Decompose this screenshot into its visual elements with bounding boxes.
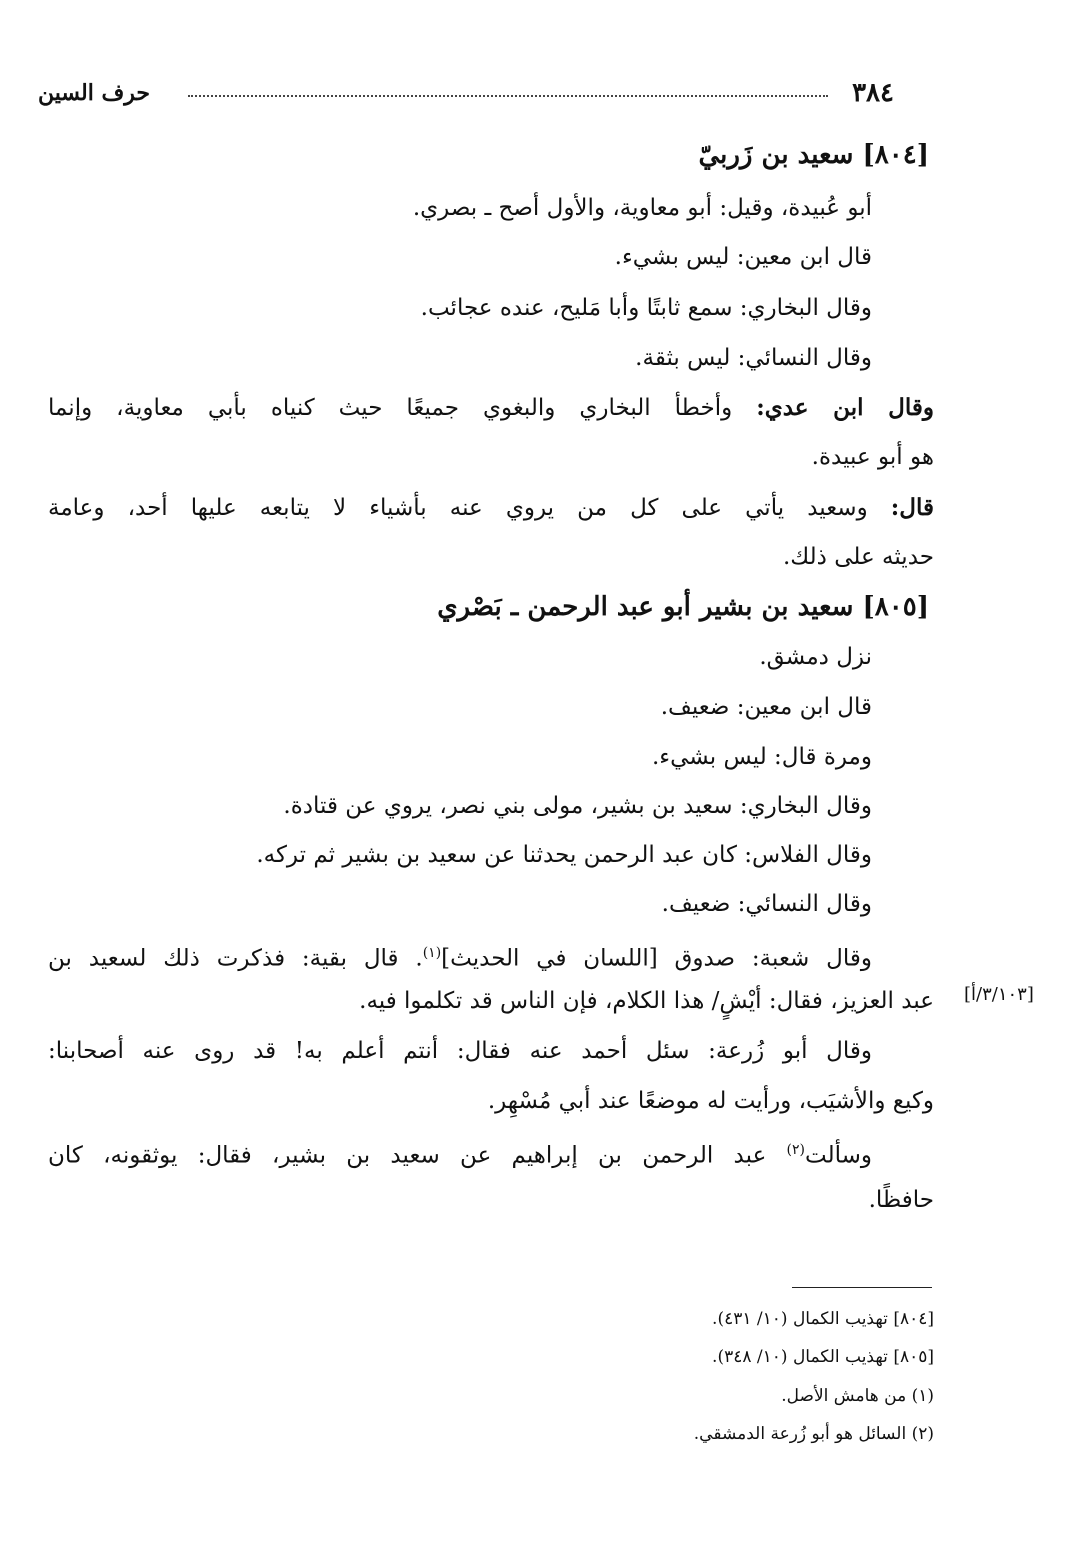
saalt-text-b: عبد الرحمن بن إبراهيم عن سعيد بن بشير، فقال: يوثقونه، كان — [48, 1142, 787, 1169]
footnote-rule — [792, 1287, 932, 1288]
entry-804-qala-cont: حديثه على ذلك. — [782, 544, 934, 570]
entry-805-saalt — [48, 1135, 872, 1171]
page-number: ٣٨٤ — [852, 78, 894, 108]
entry-804-heading: [٨٠٤] سعيد بن زَربيّ — [698, 140, 929, 170]
footnote-1: (١) من هامش الأصل. — [781, 1386, 934, 1406]
qala-label: قال: — [890, 494, 934, 521]
entry-805-shuba — [48, 938, 872, 974]
entry-805-line-fallas: وقال الفلاس: كان عبد الرحمن يحدثنا عن سعيد بن بشير ثم تركه. — [256, 842, 872, 868]
entry-805-line-bukhari: وقال البخاري: سعيد بن بشير، مولى بني نصر، يروي عن قتادة. — [283, 793, 872, 819]
footnote-ref-2: (٢) — [786, 1142, 806, 1158]
entry-805-line-ibn-maeen: قال ابن معين: ضعيف. — [660, 694, 872, 720]
footnote-805: [٨٠٥] تهذيب الكمال (١٠/ ٣٤٨). — [712, 1347, 934, 1367]
ibn-adi-label: وقال ابن عدي: — [756, 394, 934, 421]
entry-804-ibn-adi — [48, 393, 934, 423]
entry-804-line-nasai: وقال النسائي: ليس بثقة. — [635, 345, 872, 371]
entry-805-line-nasai: وقال النسائي: ضعيف. — [661, 891, 872, 917]
entry-804-ibn-adi-cont: هو أبو عبيدة. — [811, 444, 934, 470]
entry-804-qala — [48, 493, 934, 523]
footnote-804: [٨٠٤] تهذيب الكمال (١٠/ ٤٣١). — [712, 1309, 934, 1329]
entry-805-line-damascus: نزل دمشق. — [759, 644, 872, 670]
ibn-adi-text: وأخطأ البخاري والبغوي جميعًا حيث كنياه بأبي معاوية، وإنما — [48, 395, 733, 421]
section-title: حرف السين — [38, 80, 151, 106]
entry-805-shuba-cont: عبد العزيز، فقال: أيْشٍ/ هذا الكلام، فإن الناس قد تكلموا فيه. — [359, 988, 934, 1014]
entry-804-line-bukhari: وقال البخاري: سمع ثابتًا وأبا مَليح، عنده عجائب. — [420, 295, 872, 321]
entry-804-line-kunya: أبو عُبيدة، وقيل: أبو معاوية، والأول أصح ـ بصري. — [412, 195, 872, 221]
shuba-text-b: . قال بقية: فذكرت ذلك لسعيد بن — [48, 945, 423, 972]
manuscript-folio-ref: [٣/١٠٣/أ] — [964, 984, 1034, 1005]
qala-text: وسعيد يأتي على كل من يروي عنه بأشياء لا يتابعه عليها أحد، وعامة — [48, 495, 868, 521]
entry-804-line-ibn-maeen: قال ابن معين: ليس بشيء. — [614, 244, 872, 270]
header-rule — [188, 95, 828, 97]
entry-805-abu-zura-cont: وكيع والأشيَب، ورأيت له موضعًا عند أبي مُسْهِر. — [487, 1088, 934, 1114]
entry-805-line-marra: ومرة قال: ليس بشيء. — [651, 744, 872, 770]
saalt-text-a: وسألت — [805, 1142, 872, 1169]
shuba-text-a: وقال شعبة: صدوق [اللسان في الحديث] — [441, 945, 872, 972]
entry-805-saalt-cont: حافظًا. — [868, 1187, 934, 1213]
footnote-ref-1: (١) — [422, 945, 442, 961]
entry-805-abu-zura: وقال أبو زُرعة: سئل أحمد عنه فقال: أنتم أعلم به! قد روى عنه أصحابنا: — [48, 1038, 872, 1064]
footnote-2: (٢) السائل هو أبو زُرعة الدمشقي. — [693, 1424, 934, 1444]
entry-805-heading: [٨٠٥] سعيد بن بشير أبو عبد الرحمن ـ بَصْري — [437, 592, 929, 622]
